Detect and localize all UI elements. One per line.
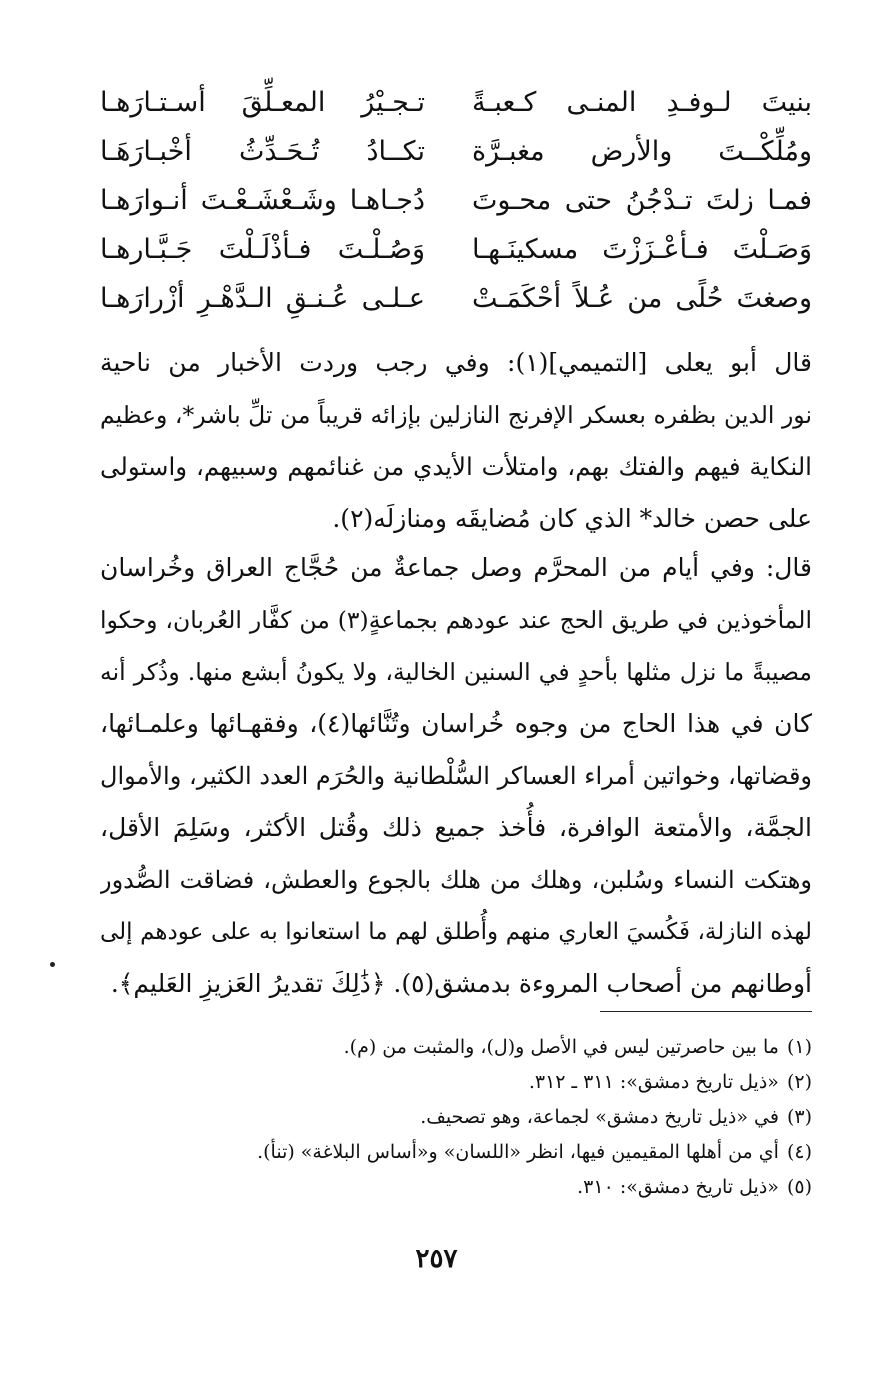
paragraph-line: وهتكت النساء وسُلبن، وهلك من هلك بالجوع والعطش، فضاقت الصُّدور [100, 866, 812, 894]
paragraph-line: أوطانهم من أصحاب المروءة بدمشق(٥). ﴿ذَٰلِكَ تقديرُ العَزيزِ العَليم﴾. [110, 969, 812, 998]
paragraph-line: النكاية فيهم والفتك بهم، وامتلأت الأيدي من غنائمهم وسبيهم، واستولى [100, 452, 812, 481]
footnote-number: (٤) [786, 1141, 812, 1163]
footnote [100, 1170, 812, 1205]
poem [100, 78, 812, 323]
paragraph-abu-yala [100, 337, 812, 545]
paragraph-line: وقضاتها، وخواتين أمراء العساكر السُّلْطانية والحُرَم العدد الكثير، والأموال [100, 762, 812, 790]
paragraph-line: مصيبةً ما نزل مثلها بأحدٍ في السنين الخالية، ولا يكونُ أبشع منها. وذُكر أنه [100, 658, 812, 686]
paragraph-line: قال أبو يعلى [التميمي](١): وفي رجب وردت الأخبار من ناحية [100, 348, 812, 377]
page-number: ٢٥٧ [415, 1244, 458, 1274]
footnote [100, 1030, 812, 1065]
verse-second-hemistich: وَصُـلْـتَ فـأذْلَـلْتَ جَـبَّـارهـا [100, 234, 425, 265]
footnote-text: أي من أهلها المقيمين فيها، انظر «اللسان» و«أساس البلاغة» (تنأ). [257, 1141, 779, 1163]
paragraph-pilgrims [100, 542, 812, 1010]
paragraph-line: الجمَّة، والأمتعة الوافرة، فأُخذ جميع ذلك وقُتل الأكثر، وسَلِمَ الأقل، [100, 813, 812, 842]
verse-line [100, 127, 812, 176]
verse-line [100, 176, 812, 225]
verse-first-hemistich: وَصَـلْتَ فـأعْـزَزْتَ مسكينَـهـا [472, 234, 812, 265]
verse-first-hemistich: بنيتَ لـوفـدِ المنـى كـعبـةً [472, 87, 812, 118]
footnote [100, 1100, 812, 1135]
footnote-number: (٥) [786, 1176, 812, 1198]
paragraph-line: قال: وفي أيام من المحرَّم وصل جماعةٌ من حُجَّاج العراق وخُراسان [100, 553, 812, 582]
footnote [100, 1065, 812, 1100]
verse-second-hemistich: تـجـيْرُ المعـلِّقَ أسـتـارَهـا [100, 87, 425, 118]
footnote-text: «ذيل تاريخ دمشق»: ٣١٠. [577, 1176, 779, 1198]
footnote-number: (١) [786, 1036, 812, 1058]
verse-first-hemistich: ومُلِّكْــتَ والأرض مغبـرَّة [472, 136, 812, 167]
paragraph-line: المأخوذين في طريق الحج عند عودهم بجماعةٍ(٣) من كفَّار العُربان، وحكوا [100, 606, 812, 634]
verse-line [100, 274, 812, 323]
verse-line [100, 225, 812, 274]
ink-dot [50, 962, 55, 967]
footnote-text: «ذيل تاريخ دمشق»: ٣١١ ـ ٣١٢. [528, 1071, 779, 1093]
footnote-number: (٢) [786, 1071, 812, 1093]
verse-first-hemistich: فمـا زلتَ تـدْجُنُ حتى محـوتَ [472, 185, 812, 216]
footnote-separator [600, 1011, 812, 1012]
verse-second-hemistich: تكــادُ تُـحَـدِّثُ أخْبـارَهَـا [100, 136, 425, 167]
verse-line [100, 78, 812, 127]
verse-second-hemistich: دُجـاهـا وشَـعْشَـعْـتَ أنـوارَهـا [100, 185, 425, 216]
footnote [100, 1135, 812, 1170]
footnote-text: ما بين حاصرتين ليس في الأصل و(ل)، والمثبت من (م). [343, 1036, 779, 1058]
verse-first-hemistich: وصغتَ حُلًى من عُـلاً أحْكَمَـتْ [472, 283, 812, 314]
paragraph-line: كان في هذا الحاج من وجوه خُراسان وتُنَّائها(٤)، وفقهـائها وعلمـائها، [100, 709, 812, 738]
verse-second-hemistich: عـلـى عُـنـقِ الـدَّهْـرِ أزْرارَهـا [100, 283, 425, 314]
paragraph-line: على حصن خالد* الذي كان مُضايقَه ومنازلَه(٢). [332, 504, 812, 533]
paragraph-line: لهذه النازلة، فَكُسيَ العاري منهم وأُطلق لهم ما استعانوا به على عودهم إلى [100, 919, 812, 945]
footnotes [100, 1030, 812, 1205]
paragraph-line: نور الدين بظفره بعسكر الإفرنج النازلين بإزائه قريباً من تلِّ باشر*، وعظيم [100, 401, 812, 429]
footnote-number: (٣) [786, 1106, 812, 1128]
footnote-text: في «ذيل تاريخ دمشق» لجماعة، وهو تصحيف. [420, 1106, 779, 1128]
